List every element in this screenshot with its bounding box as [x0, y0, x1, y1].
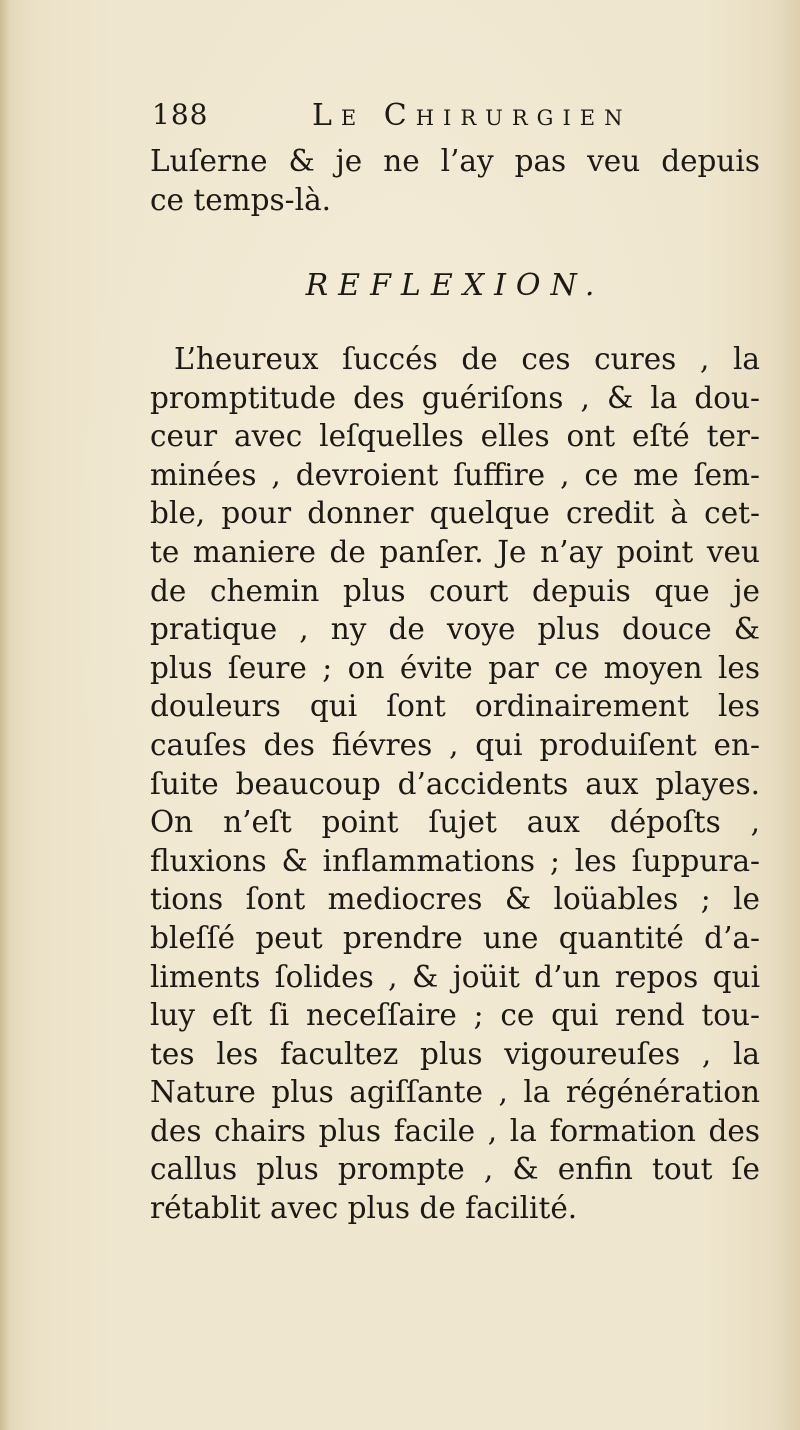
text-line: promptitude des guériſons , & la dou- [150, 380, 760, 415]
text-line: fluxions & inflammations ; les ſuppura- [150, 843, 760, 878]
continuation-text [150, 142, 760, 219]
text-line: bleſſé peut prendre une quantité d’a- [150, 920, 760, 955]
text-line: tes les facultez plus vigoureuſes , la [150, 1036, 760, 1071]
running-title: Le Chirurgien [312, 98, 632, 133]
text-line: plus ſeure ; on évite par ce moyen les [150, 650, 760, 685]
text-line: Luſerne & je ne l’ay pas veu depuis [150, 144, 760, 178]
text-line: douleurs qui ſont ordinairement les [150, 689, 760, 724]
text-line: cauſes des fiévres , qui produiſent en- [150, 727, 760, 762]
text-line: luy eſt ſi neceſſaire ; ce qui rend tou- [150, 998, 760, 1033]
page-edge-shadow [0, 0, 10, 1430]
text-line: callus plus prompte , & enfin tout ſe [150, 1152, 760, 1187]
page-header [152, 98, 740, 142]
text-line: de chemin plus court depuis que je [150, 573, 760, 608]
text-line: te maniere de panſer. Je n’ay point veu [150, 534, 760, 569]
text-line: L’heureux ſuccés de ces cures , la [174, 342, 760, 376]
text-line: ſuite beaucoup d’accidents aux playes. [150, 766, 760, 801]
text-line: liments ſolides , & joüit d’un repos qui [150, 959, 760, 994]
text-line: ceur avec leſquelles elles ont eſté ter- [150, 419, 760, 454]
text-line: minées , devroient ſuffire , ce me ſem- [150, 457, 760, 492]
text-line: ce temps-là. [150, 182, 332, 217]
section-heading: REFLEXION. [305, 268, 605, 303]
text-line: On n’eſt point ſujet aux dépoſts , [150, 805, 760, 840]
page-number: 188 [152, 98, 209, 131]
text-line: pratique , ny de voye plus douce & [150, 612, 760, 647]
text-line: des chairs plus facile , la formation des [150, 1113, 760, 1148]
text-line: Nature plus agiſſante , la régénération [150, 1075, 760, 1110]
reflexion-paragraph [150, 340, 760, 1228]
text-line: rétablit avec plus de facilité. [150, 1191, 578, 1226]
text-line: tions ſont mediocres & loüables ; le [150, 882, 760, 917]
text-line: ble, pour donner quelque credit à cet- [150, 496, 760, 531]
